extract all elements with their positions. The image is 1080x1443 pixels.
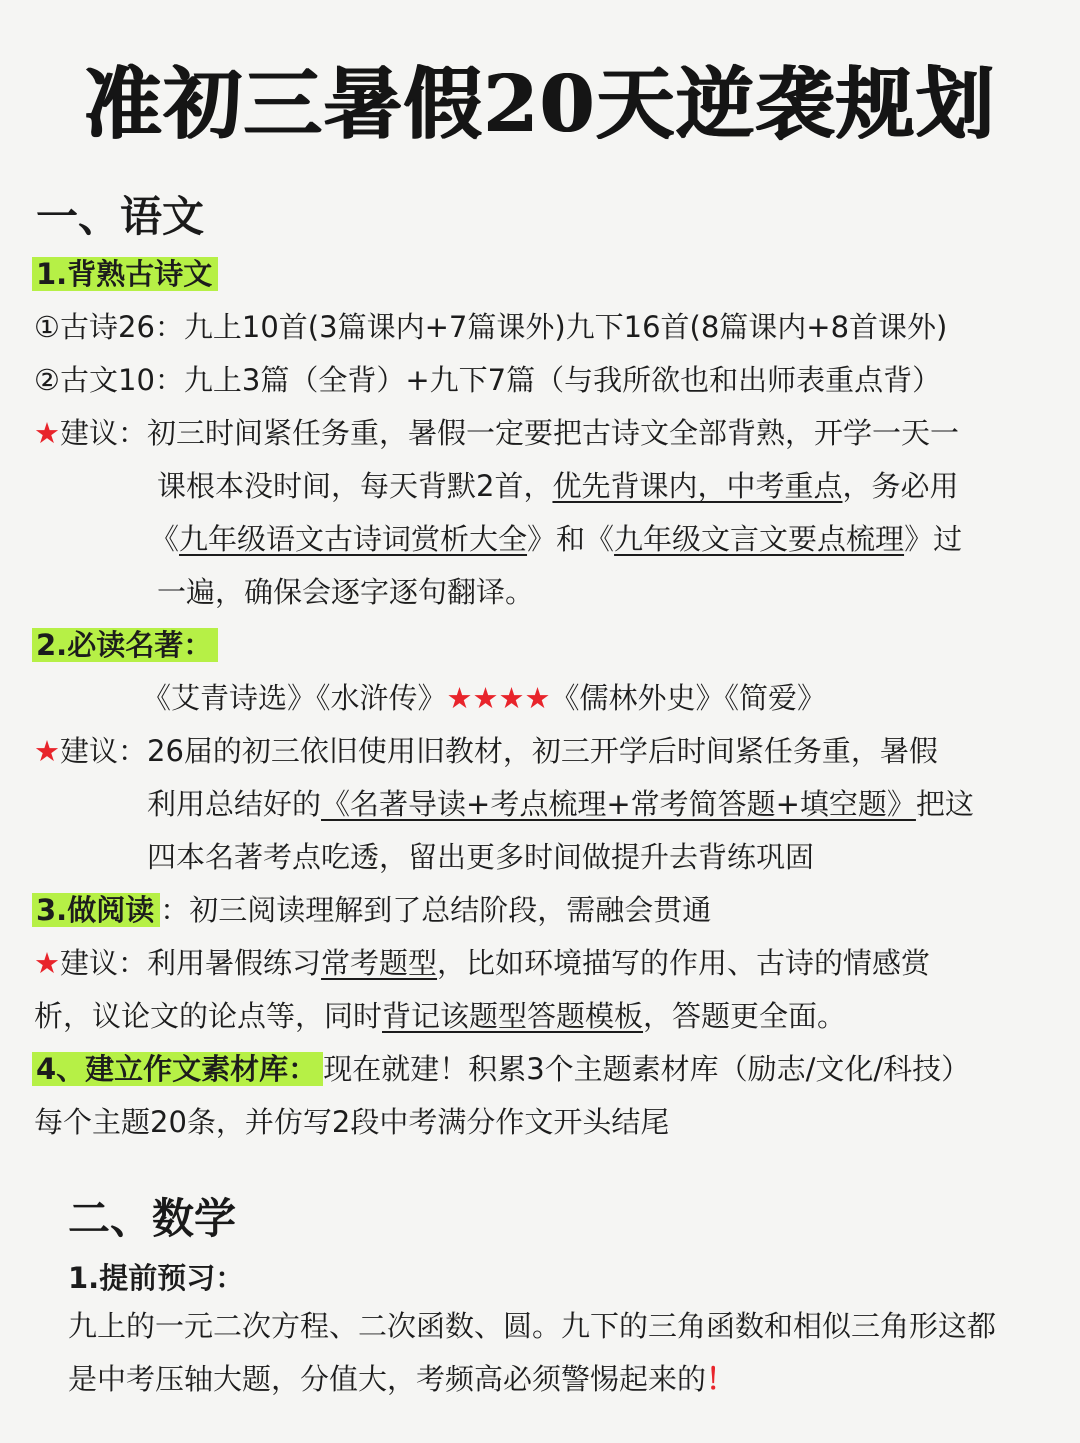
advice-label: 建议： <box>60 734 148 768</box>
chinese-reading-line <box>32 890 711 930</box>
section-heading-chinese: 一、语文 <box>36 192 205 241</box>
math-preview-heading: 1.提前预习： <box>68 1261 245 1295</box>
essay-text: 现在就建！积累3个主题素材库（励志/文化/科技） <box>323 1052 971 1086</box>
reading-text: ：初三阅读理解到了总结阶段，需融会贯通 <box>160 893 712 927</box>
chinese-poetry-advice-line-2 <box>157 466 958 506</box>
advice-underlined-text: 常考题型 <box>321 946 438 980</box>
chinese-poetry-line-2: ②古文10：九上3篇（全背）+九下7篇（与我所欲也和出师表重点背） <box>34 363 942 397</box>
advice-text: 初三时间紧任务重，暑假一定要把古诗文全部背熟，开学一天一 <box>147 416 960 450</box>
chinese-essay-line <box>32 1049 970 1089</box>
advice-text: ，务必用 <box>842 469 959 503</box>
chinese-books-advice-line-3: 四本名著考点吃透，留出更多时间做提升去背练巩固 <box>147 840 815 874</box>
book-list-text: 《艾青诗选》《水浒传》 <box>142 681 447 715</box>
chinese-books-advice-line-1 <box>34 731 938 771</box>
chinese-books-list <box>142 678 826 718</box>
book-list-text: 《儒林外史》《简爱》 <box>550 681 827 715</box>
chinese-books-advice-line-2 <box>147 784 974 824</box>
book-title-underlined: 九年级语文古诗词赏析大全 <box>179 522 528 556</box>
chinese-poetry-advice-line-1 <box>34 413 959 453</box>
advice-text: 》过 <box>904 522 963 556</box>
math-preview-line-2 <box>68 1359 735 1399</box>
chinese-reading-heading: 3.做阅读 <box>32 893 160 927</box>
chinese-poetry-advice-line-3 <box>150 519 962 559</box>
advice-text: 26届的初三依旧使用旧教材，初三开学后时间紧任务重，暑假 <box>147 734 938 768</box>
exclamation-icon: ！ <box>706 1362 736 1396</box>
chinese-poetry-heading-line <box>32 254 218 294</box>
advice-underlined-text: 背记该题型答题模板 <box>382 999 644 1033</box>
chinese-essay-heading: 4、建立作文素材库： <box>32 1052 323 1086</box>
chinese-poetry-line-1: ①古诗26：九上10首(3篇课内+7篇课外)九下16首(8篇课内+8首课外) <box>34 310 948 344</box>
advice-text: 把这 <box>915 787 974 821</box>
advice-text: 利用暑假练习 <box>147 946 322 980</box>
section-heading-math: 二、数学 <box>68 1194 237 1243</box>
advice-text: 析，议论文的论点等，同时 <box>34 999 383 1033</box>
advice-label: 建议： <box>60 416 148 450</box>
chinese-essay-line-2: 每个主题20条，并仿写2段中考满分作文开头结尾 <box>34 1105 670 1139</box>
chinese-poetry-heading: 1.背熟古诗文 <box>32 257 218 291</box>
star-icon: ★ <box>34 734 60 768</box>
star-icon: ★ <box>34 946 60 980</box>
advice-text: 利用总结好的 <box>147 787 322 821</box>
book-title-underlined: 九年级文言文要点梳理 <box>614 522 905 556</box>
advice-underlined-text: 优先背课内，中考重点 <box>552 469 843 503</box>
chinese-books-heading: 2.必读名著： <box>32 628 218 662</box>
star-icon: ★ <box>34 416 60 450</box>
advice-text: ，答题更全面。 <box>643 999 847 1033</box>
advice-underlined-text: 《名著导读+考点梳理+常考简答题+填空题》 <box>321 787 916 821</box>
advice-text: 课根本没时间，每天背默2首， <box>157 469 553 503</box>
chinese-reading-advice-line-2 <box>34 996 846 1036</box>
star-rating-icon: ★★★★ <box>446 681 551 715</box>
math-text: 是中考压轴大题，分值大，考频高必须警惕起来的 <box>68 1362 707 1396</box>
advice-label: 建议： <box>60 946 148 980</box>
advice-text: 《 <box>150 522 180 556</box>
advice-text: 》和《 <box>527 522 615 556</box>
math-preview-line-1: 九上的一元二次方程、二次函数、圆。九下的三角函数和相似三角形这都 <box>68 1309 997 1343</box>
chinese-reading-advice-line-1 <box>34 943 930 983</box>
chinese-books-heading-line <box>32 625 218 665</box>
page-title: 准初三暑假20天逆袭规划 <box>83 59 997 150</box>
chinese-poetry-advice-line-4: 一遍，确保会逐字逐句翻译。 <box>157 575 535 609</box>
advice-text: ，比如环境描写的作用、古诗的情感赏 <box>437 946 931 980</box>
